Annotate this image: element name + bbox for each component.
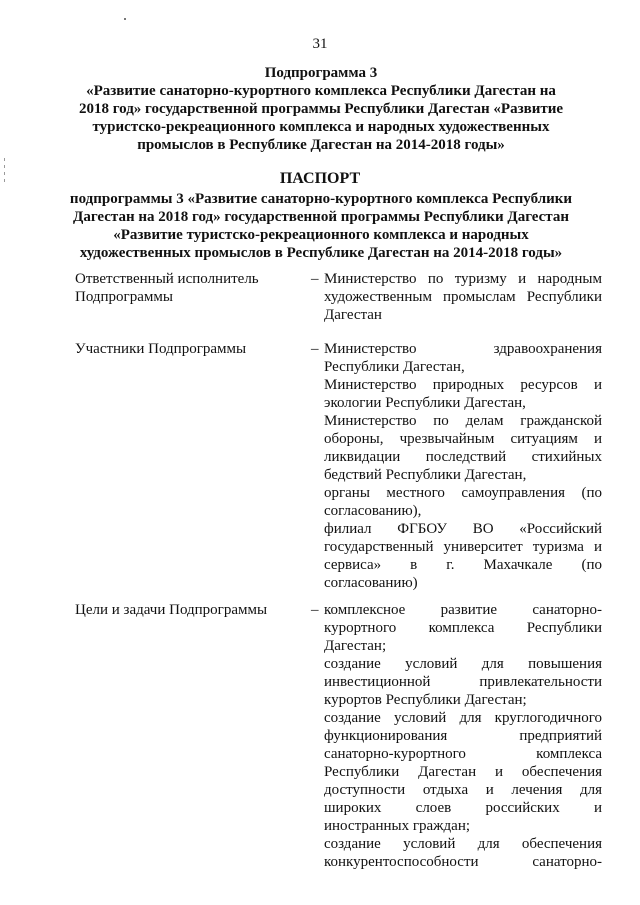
row-dash: – (311, 271, 319, 287)
value-line: комплексное развитие санаторно- (324, 602, 602, 618)
value-line: широких слоев российских и (324, 800, 602, 816)
label-line: Участники Подпрограммы (75, 341, 247, 357)
row-value (324, 601, 602, 871)
title-line: «Развитие санаторно-курортного комплекса Республики Дагестан на (86, 83, 556, 99)
value-line: согласованию), (324, 503, 422, 519)
title-line: промыслов в Республике Дагестан на 2014-2018 годы» (137, 137, 505, 153)
value-line: курортов Республики Дагестан; (324, 692, 527, 708)
value-line: органы местного самоуправления (по (324, 485, 602, 501)
scan-dot (124, 18, 126, 20)
row-label (75, 601, 295, 619)
value-line: доступности отдыха и лечения для (324, 782, 602, 798)
label-line: Цели и задачи Подпрограммы (75, 602, 268, 618)
value-line: согласованию) (324, 575, 418, 591)
value-line: сервиса» в г. Махачкале (по (324, 557, 602, 573)
value-line: Министерство здравоохранения (324, 341, 602, 357)
value-line: бедствий Республики Дагестан, (324, 467, 527, 483)
passport-desc-line: Дагестан на 2018 год» государственной программы Республики Дагестан (73, 209, 569, 225)
value-line: инвестиционной привлекательности (324, 674, 602, 690)
value-line: создание условий для круглогодичного (324, 710, 602, 726)
value-line: функционирования предприятий (324, 728, 602, 744)
value-line: иностранных граждан; (324, 818, 471, 834)
value-line: художественным промыслам Республики (324, 289, 602, 305)
value-line: Республики Дагестан и обеспечения (324, 764, 602, 780)
row-label (75, 340, 295, 358)
value-line: Дагестан (324, 307, 382, 323)
passport-desc-line: художественных промыслов в Республике Дагестан на 2014-2018 годы» (79, 245, 563, 261)
label-line: Подпрограммы (75, 289, 173, 305)
title-line: Подпрограмма 3 (264, 65, 378, 81)
value-line: государственный университет туризма и (324, 539, 602, 555)
row-dash: – (311, 602, 319, 618)
value-line: Министерство природных ресурсов и (324, 377, 602, 393)
subprogram-title (74, 64, 568, 154)
page-number: 31 (312, 36, 328, 52)
value-line: ликвидации последствий стихийных (324, 449, 602, 465)
value-line: создание условий для обеспечения (324, 836, 602, 852)
value-line: Дагестан; (324, 638, 387, 654)
row-value (324, 340, 602, 592)
passport-heading: ПАСПОРТ (279, 170, 361, 187)
value-line: курортного комплекса Республики (324, 620, 602, 636)
row-label (75, 270, 295, 306)
value-line: Министерство по туризму и народным (324, 271, 602, 287)
passport-desc-line: подпрограммы 3 «Развитие санаторно-курортного комплекса Республики (69, 191, 573, 207)
passport-description (68, 190, 574, 262)
value-line: обороны, чрезвычайным ситуациям и (324, 431, 602, 447)
title-line: туристско-рекреационного комплекса и народных художественных (92, 119, 550, 135)
label-line: Ответственный исполнитель (75, 271, 259, 287)
value-line: Министерство по делам гражданской (324, 413, 602, 429)
passport-desc-line: «Развитие туристско-рекреационного комплекса и народных (113, 227, 529, 243)
value-line: экологии Республики Дагестан, (324, 395, 526, 411)
row-value (324, 270, 602, 324)
value-line: филиал ФГБОУ ВО «Российский (324, 521, 602, 537)
value-line: санаторно-курортного комплекса (324, 746, 602, 762)
row-dash: – (311, 341, 319, 357)
value-line: конкурентоспособности санаторно- (324, 854, 602, 870)
value-line: создание условий для повышения (324, 656, 602, 672)
title-line: 2018 год» государственной программы Республики Дагестан «Развитие (78, 101, 564, 117)
value-line: Республики Дагестан, (324, 359, 465, 375)
